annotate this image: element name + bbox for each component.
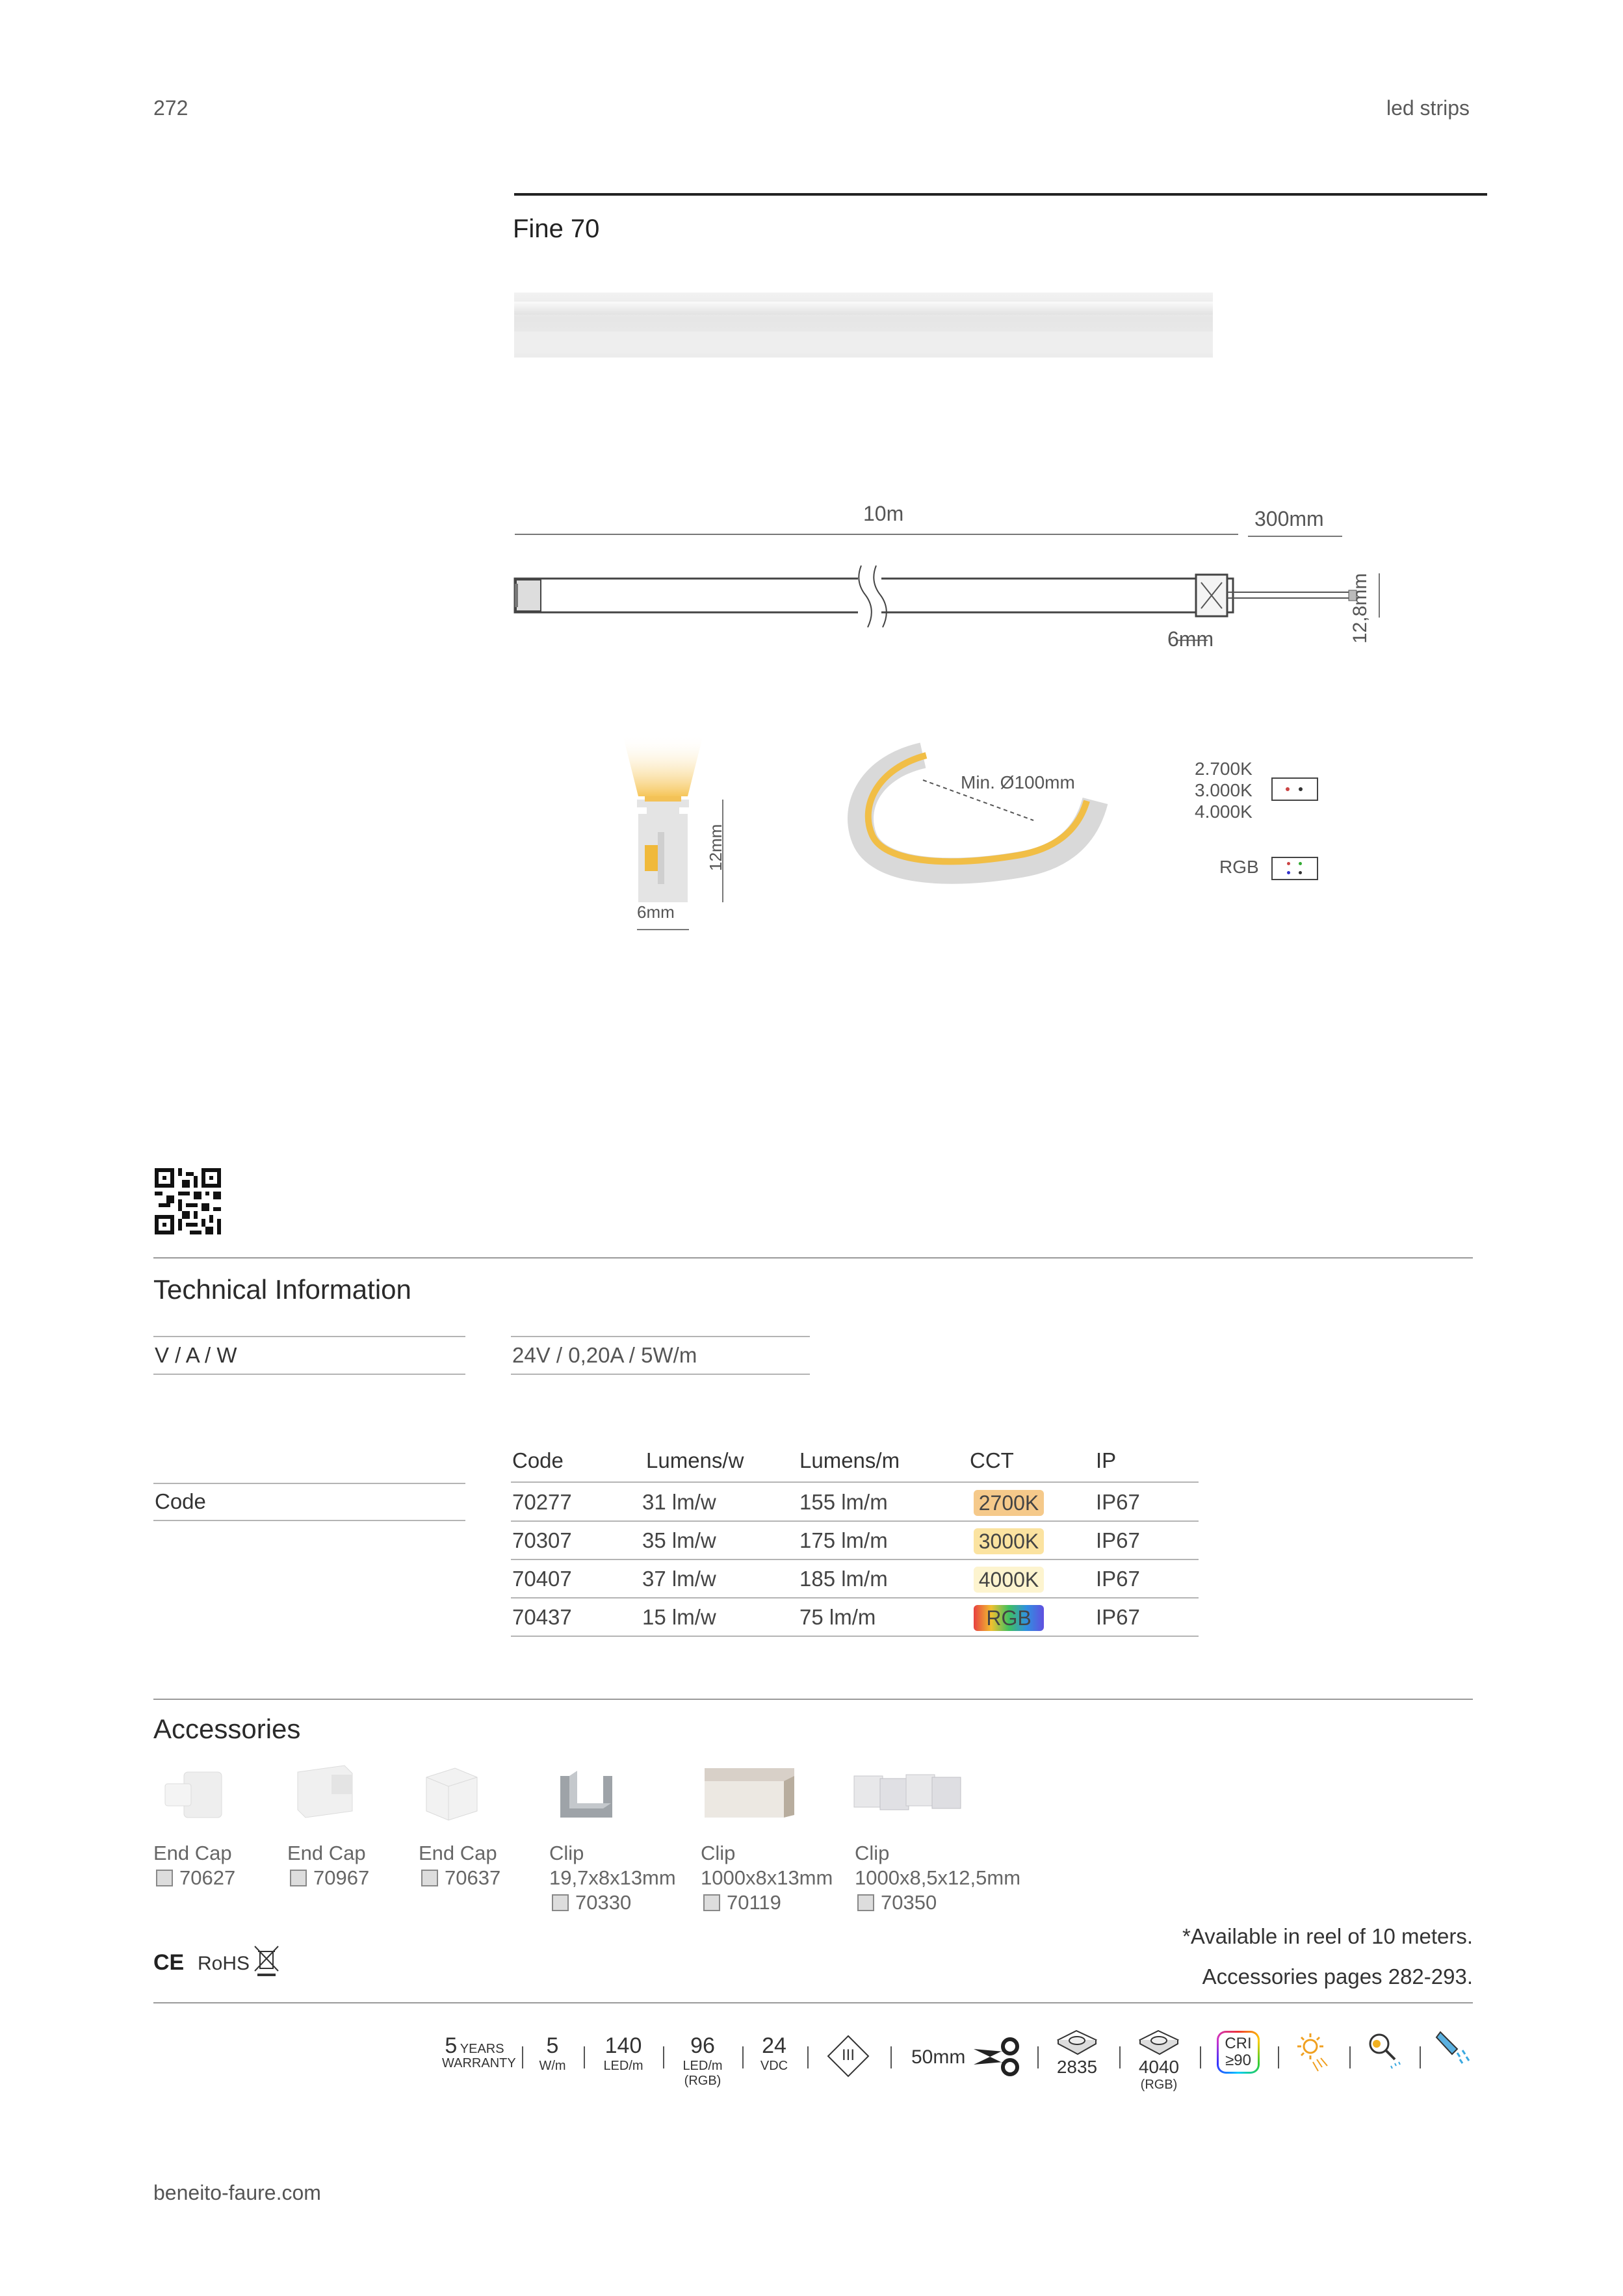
tech-heading: Technical Information (153, 1274, 411, 1305)
table-row-rule (511, 1636, 1199, 1637)
ce-mark: CE (153, 1950, 185, 1975)
accessory-checkbox[interactable] (857, 1894, 874, 1911)
length-label: 10m (863, 502, 904, 525)
separator (807, 2046, 809, 2068)
vaw-value-bottom-rule (511, 1374, 810, 1375)
cell-lmw: 35 lm/w (642, 1528, 716, 1552)
cell-code: 70307 (512, 1528, 572, 1552)
voltage (751, 2033, 797, 2074)
width-label: 6mm (1167, 627, 1214, 651)
cell-ip: IP67 (1096, 1567, 1140, 1591)
qr-code[interactable] (155, 1168, 221, 1234)
separator (1119, 2046, 1121, 2068)
code-label: Code (155, 1489, 206, 1513)
separator (890, 2046, 892, 2068)
separator (663, 2046, 664, 2068)
profile-height-label: 12mm (706, 824, 725, 871)
weather-resistant-icon (1365, 2029, 1404, 2075)
accessories-divider (153, 1699, 1473, 1700)
voltage-value: 24 (762, 2033, 786, 2058)
cable-length-label: 300mm (1254, 507, 1324, 530)
vaw-label: V / A / W (155, 1343, 237, 1367)
white-led-chip-icon (1271, 777, 1318, 801)
code-top-rule (153, 1483, 465, 1484)
rohs-label: RoHS (198, 1953, 250, 1974)
accessory-checkbox[interactable] (156, 1870, 173, 1886)
led-density (594, 2033, 653, 2074)
watt-value: 5 (546, 2033, 559, 2058)
cell-lmw: 15 lm/w (642, 1605, 716, 1629)
separator (1200, 2046, 1201, 2068)
cri-icon (1217, 2031, 1260, 2074)
color-temp-4000: 4.000K (1195, 802, 1253, 822)
product-photo (514, 293, 1213, 358)
col-lumens-m: Lumens/m (799, 1448, 900, 1472)
accessory-name: Clip (701, 1842, 736, 1864)
accessory-checkbox[interactable] (552, 1894, 569, 1911)
col-code: Code (512, 1448, 564, 1472)
water-jet-icon (1434, 2027, 1473, 2075)
website-link[interactable]: beneito-faure.com (153, 2181, 321, 2204)
separator (584, 2046, 585, 2068)
title-rule (514, 193, 1487, 196)
warranty-label: WARRANTY (442, 2056, 516, 2070)
accessory-code: 70637 (445, 1866, 501, 1889)
height-label: 12,8mm (1349, 573, 1371, 644)
cell-lmm: 175 lm/m (799, 1528, 888, 1552)
page-number: 272 (153, 96, 188, 120)
accessory-dimensions: 1000x8,5x12,5mm (855, 1866, 1021, 1889)
accessory-name: Clip (549, 1842, 584, 1864)
led-value: 140 (604, 2033, 642, 2058)
accessory-item[interactable] (153, 1841, 235, 1890)
cell-ip: IP67 (1096, 1490, 1140, 1514)
clip-70119-image (702, 1763, 799, 1825)
cri-label: CRI (1225, 2035, 1252, 2052)
cell-code: 70277 (512, 1490, 572, 1514)
cell-lmw: 31 lm/w (642, 1490, 716, 1514)
led-unit: LED/m (603, 2059, 643, 2073)
scissors-icon (971, 2036, 1023, 2078)
end-cap-70967-image (292, 1760, 357, 1823)
rgb-label: RGB (1219, 857, 1259, 877)
col-ip: IP (1096, 1448, 1117, 1472)
color-temp-list (1195, 758, 1253, 822)
table-row-rule (511, 1597, 1199, 1598)
warranty-unit: YEARS (460, 2042, 504, 2056)
cct-swatch: 3000K (974, 1528, 1044, 1554)
accessory-item[interactable] (549, 1841, 676, 1915)
voltage-unit: VDC (760, 2059, 788, 2073)
chip-2835-label: 2835 (1056, 2057, 1098, 2077)
class-iii-label: III (841, 2046, 855, 2064)
cell-lmm: 155 lm/m (799, 1490, 888, 1514)
cut-length-label: 50mm (911, 2046, 966, 2068)
accessories-heading: Accessories (153, 1714, 301, 1744)
weee-bin-icon (253, 1945, 279, 1977)
table-row-rule (511, 1559, 1199, 1560)
accessory-checkbox[interactable] (421, 1870, 438, 1886)
cell-code: 70407 (512, 1567, 572, 1591)
chip-2835-icon (1054, 2027, 1100, 2055)
chip-4040-sub: (RGB) (1140, 2078, 1178, 2092)
separator (1349, 2046, 1351, 2068)
warranty-years: 5 (445, 2033, 458, 2058)
col-lumens-w: Lumens/w (646, 1448, 744, 1472)
vaw-top-rule (153, 1336, 465, 1337)
sun-light-icon (1293, 2031, 1332, 2076)
separator (522, 2046, 523, 2068)
color-temp-2700: 2.700K (1195, 759, 1253, 779)
accessory-dimensions: 19,7x8x13mm (549, 1866, 676, 1889)
led-rgb-sub: (RGB) (684, 2074, 721, 2088)
bend-diagram (845, 741, 1118, 897)
vaw-value-top-rule (511, 1336, 810, 1337)
end-cap-70627-image (161, 1763, 226, 1825)
cri-value: ≥90 (1225, 2052, 1251, 2069)
chip-4040-label: 4040 (1138, 2057, 1180, 2077)
clip-70350-image (851, 1766, 968, 1818)
accessory-code: 70967 (313, 1866, 370, 1889)
accessory-code: 70350 (881, 1891, 937, 1914)
table-row-rule (511, 1520, 1199, 1522)
accessory-item[interactable] (701, 1841, 833, 1915)
accessory-name: End Cap (419, 1842, 497, 1864)
col-cct: CCT (970, 1448, 1014, 1472)
accessory-item[interactable] (287, 1841, 369, 1890)
cct-swatch: 4000K (974, 1567, 1044, 1593)
class-iii-icon (825, 2033, 871, 2079)
led-density-rgb (673, 2033, 732, 2089)
accessory-name: End Cap (287, 1842, 366, 1864)
specs-divider (153, 2002, 1473, 2003)
cell-code: 70437 (512, 1605, 572, 1629)
profile-width-label: 6mm (637, 902, 675, 922)
end-cap-70637-image (422, 1763, 481, 1825)
accessory-item[interactable] (855, 1841, 1020, 1915)
cell-lmm: 75 lm/m (799, 1605, 876, 1629)
reel-note: *Available in reel of 10 meters. (1182, 1924, 1473, 1948)
vaw-value: 24V / 0,20A / 5W/m (512, 1343, 697, 1367)
code-bottom-rule (153, 1520, 465, 1521)
section-name: led strips (1386, 96, 1470, 120)
clip-70330-image (554, 1763, 619, 1825)
separator (1037, 2046, 1039, 2068)
warranty-badge (442, 2033, 516, 2071)
chip-4040-icon (1136, 2027, 1182, 2055)
accessory-name: Clip (855, 1842, 890, 1864)
section-divider (153, 1257, 1473, 1259)
cell-lmw: 37 lm/w (642, 1567, 716, 1591)
led-rgb-unit: LED/m (682, 2059, 723, 2073)
watt-unit: W/m (539, 2059, 566, 2073)
accessory-code: 70330 (575, 1891, 632, 1914)
accessory-code: 70119 (727, 1891, 781, 1914)
table-header-rule (511, 1481, 1199, 1483)
accessory-item[interactable] (419, 1841, 500, 1890)
cct-swatch: 2700K (974, 1490, 1044, 1516)
cell-ip: IP67 (1096, 1605, 1140, 1629)
accessories-pages-note: Accessories pages 282-293. (1202, 1964, 1473, 1989)
accessory-name: End Cap (153, 1842, 232, 1864)
bend-radius-label: Min. Ø100mm (961, 772, 1075, 792)
cell-ip: IP67 (1096, 1528, 1140, 1552)
color-temp-3000: 3.000K (1195, 780, 1253, 800)
separator (742, 2046, 744, 2068)
accessory-dimensions: 1000x8x13mm (701, 1866, 833, 1889)
chip-4040-text (1130, 2057, 1188, 2093)
watt-per-meter (533, 2033, 572, 2074)
rgb-led-chip-icon (1271, 857, 1318, 880)
accessory-code: 70627 (179, 1866, 236, 1889)
separator (1420, 2046, 1421, 2068)
led-rgb-value: 96 (690, 2033, 715, 2058)
accessory-checkbox[interactable] (290, 1870, 307, 1886)
accessory-checkbox[interactable] (703, 1894, 720, 1911)
product-title: Fine 70 (513, 215, 600, 243)
cell-lmm: 185 lm/m (799, 1567, 888, 1591)
vaw-bottom-rule (153, 1374, 465, 1375)
separator (1278, 2046, 1279, 2068)
cct-swatch: RGB (974, 1605, 1044, 1631)
